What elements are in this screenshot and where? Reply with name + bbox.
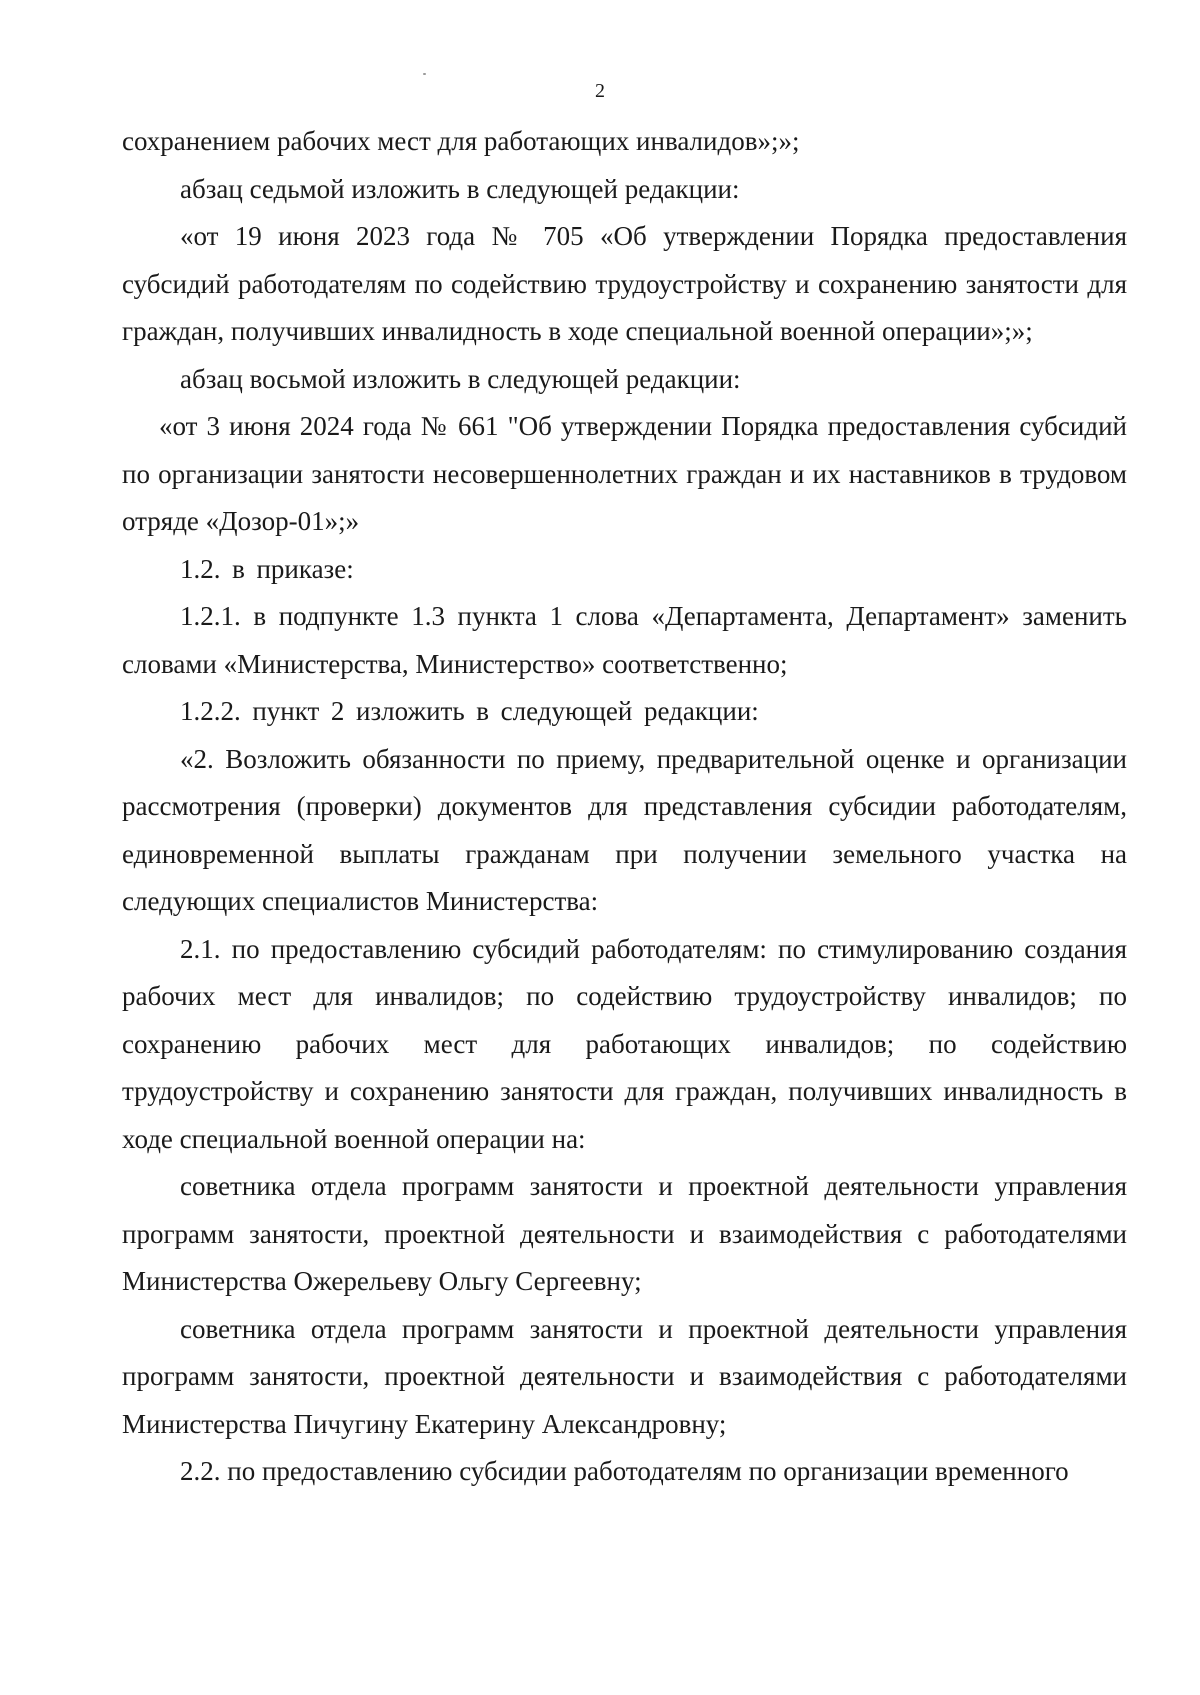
paragraph-item-2-2: 2.2. по предоставлению субсидии работодателям по организации временного <box>180 1456 1069 1486</box>
paragraph-item-2-1: 2.1. по предоставлению субсидий работодателям: по стимулированию создания рабочих мест для инвалидов; по содействию трудоустройству инвалидов; по сохранению рабочих мест для работающих инвалидов; по содействию трудоустройству и сохранению занятости для граждан, получивших инвалидность в ходе специальной военной операции на: <box>122 933 1127 1154</box>
scan-speck <box>423 73 426 75</box>
paragraph-instruction-seventh: абзац седьмой изложить в следующей редакции: <box>180 173 740 204</box>
paragraph-item-1-2-1: 1.2.1. в подпункте 1.3 пункта 1 слова «Департамента, Департамент» заменить словами «Министерства, Министерство» соответственно; <box>122 601 1127 679</box>
paragraph-instruction-eighth: абзац восьмой изложить в следующей редакции: <box>180 363 741 394</box>
paragraph-advisor-pichugina: советника отдела программ занятости и проектной деятельности управления программ занятости, проектной деятельности и взаимодействия с работодателями Министерства Пичугину Екатерину Александровну; <box>122 1313 1127 1439</box>
document-body <box>122 118 1127 1496</box>
paragraph-item-2: «2. Возложить обязанности по приему, предварительной оценке и организации рассмотрения (проверки) документов для представления субсидии работодателям, единовременной выплаты гражданам при получении земельного участка на следующих специалистов Министерства: <box>122 743 1127 916</box>
paragraph-advisor-ozhereleva: советника отдела программ занятости и проектной деятельности управления программ занятости, проектной деятельности и взаимодействия с работодателями Министерства Ожерельеву Ольгу Сергеевну; <box>122 1171 1127 1296</box>
paragraph-order-705: «от 19 июня 2023 года № 705 «Об утверждении Порядка предоставления субсидий работодателям по содействию трудоустройству и сохранению занятости для граждан, получивших инвалидность в ходе специальной военной операции»;»; <box>122 221 1127 346</box>
paragraph-item-1-2-2: 1.2.2. пункт 2 изложить в следующей редакции: <box>180 696 759 726</box>
paragraph-continuation: сохранением рабочих мест для работающих инвалидов»;»; <box>122 126 800 156</box>
page-number: 2 <box>595 80 605 102</box>
paragraph-order-661: «от 3 июня 2024 года № 661 "Об утверждении Порядка предоставления субсидий по организации занятости несовершеннолетних граждан и их наставников в трудовом отряде «Дозор-01»;» <box>122 411 1127 536</box>
paragraph-item-1-2: 1.2. в приказе: <box>180 553 354 584</box>
